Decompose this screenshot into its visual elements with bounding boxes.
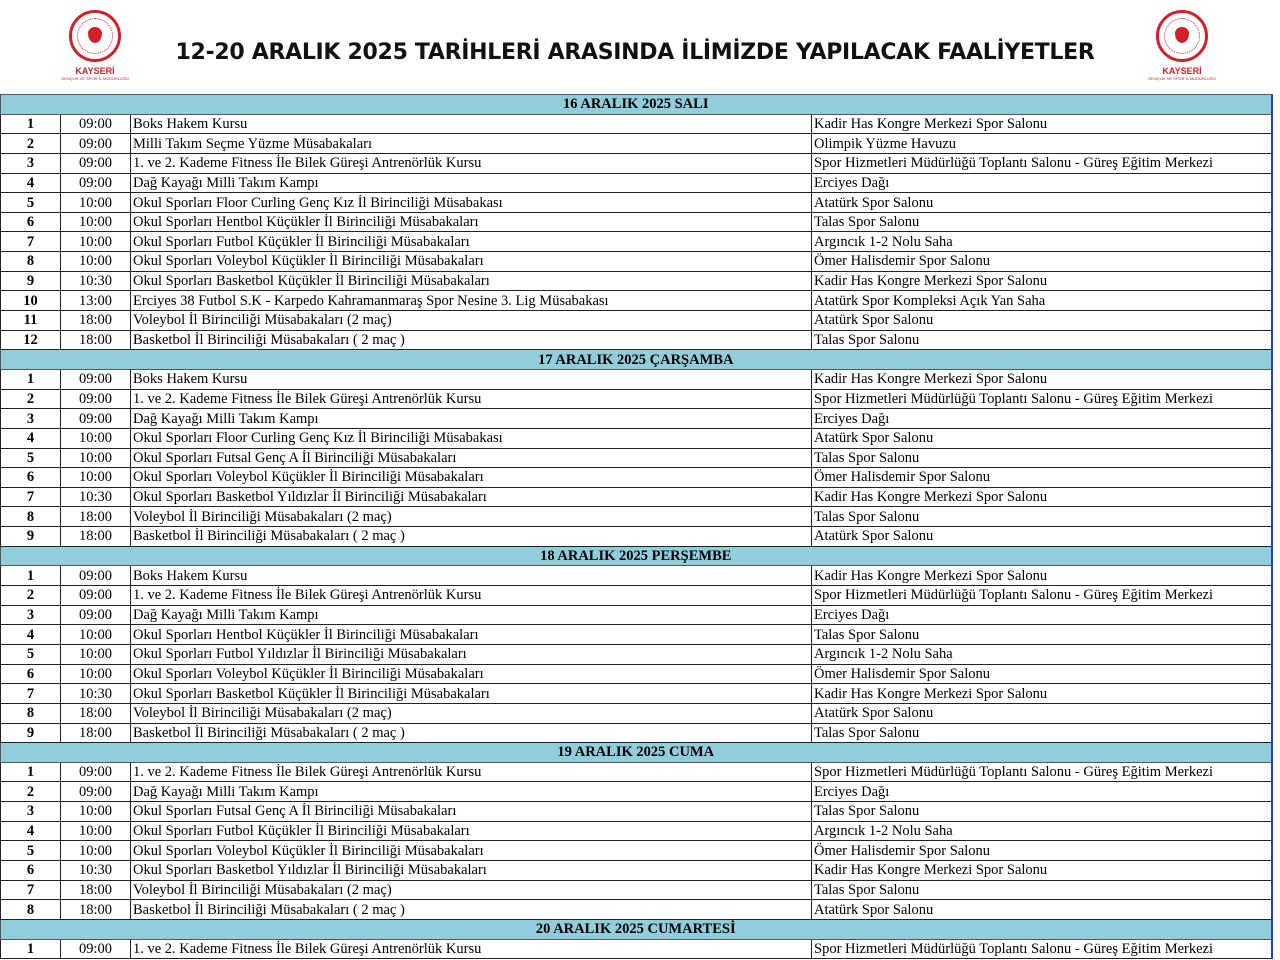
table-row [1,134,1272,154]
venue: Kadir Has Kongre Merkezi Spor Salonu [812,369,1272,389]
day-header [1,919,1272,939]
row-number: 4 [1,428,61,448]
venue: Talas Spor Salonu [812,880,1272,900]
row-number: 6 [1,212,61,232]
ministry-logo-right [1147,10,1217,81]
row-number: 12 [1,330,61,350]
row-number: 7 [1,232,61,252]
time: 10:00 [61,193,131,213]
row-number: 1 [1,114,61,134]
table-row [1,644,1272,664]
table-row [1,448,1272,468]
activity: Basketbol İl Birinciliği Müsabakaları ( 2 maç ) [131,723,812,743]
venue: Spor Hizmetleri Müdürlüğü Toplantı Salonu - Güreş Eğitim Merkezi [812,762,1272,782]
activity: Okul Sporları Voleybol Küçükler İl Birinciliği Müsabakaları [131,841,812,861]
activity: Dağ Kayağı Milli Takım Kampı [131,409,812,429]
row-number: 6 [1,860,61,880]
row-number: 2 [1,782,61,802]
table-row [1,252,1272,272]
activity: Okul Sporları Voleybol Küçükler İl Birinciliği Müsabakaları [131,664,812,684]
venue: Atatürk Spor Salonu [812,703,1272,723]
table-row [1,605,1272,625]
table-row [1,389,1272,409]
venue: Atatürk Spor Salonu [812,193,1272,213]
table-row [1,723,1272,743]
venue: Atatürk Spor Kompleksi Açık Yan Saha [812,291,1272,311]
activity: Okul Sporları Basketbol Küçükler İl Birinciliği Müsabakaları [131,271,812,291]
activity: Okul Sporları Futbol Küçükler İl Birinciliği Müsabakaları [131,821,812,841]
time: 10:30 [61,271,131,291]
row-number: 3 [1,605,61,625]
ministry-logo-left [60,10,130,81]
time: 09:00 [61,173,131,193]
time: 18:00 [61,311,131,331]
time: 09:00 [61,389,131,409]
table-row [1,939,1272,959]
venue: Ömer Halisdemir Spor Salonu [812,468,1272,488]
activity: Dağ Kayağı Milli Takım Kampı [131,173,812,193]
time: 10:00 [61,802,131,822]
row-number: 5 [1,193,61,213]
venue: Atatürk Spor Salonu [812,428,1272,448]
row-number: 7 [1,487,61,507]
table-row [1,428,1272,448]
activity: Voleybol İl Birinciliği Müsabakaları (2 maç) [131,507,812,527]
time: 13:00 [61,291,131,311]
row-number: 7 [1,880,61,900]
venue: Kadir Has Kongre Merkezi Spor Salonu [812,487,1272,507]
day-header [1,546,1272,566]
row-number: 8 [1,252,61,272]
activity: Okul Sporları Floor Curling Genç Kız İl Birinciliği Müsabakası [131,193,812,213]
table-row [1,468,1272,488]
row-number: 11 [1,311,61,331]
activity: 1. ve 2. Kademe Fitness İle Bilek Güreşi Antrenörlük Kursu [131,586,812,606]
activity: Boks Hakem Kursu [131,114,812,134]
row-number: 5 [1,644,61,664]
venue: Talas Spor Salonu [812,507,1272,527]
venue: Spor Hizmetleri Müdürlüğü Toplantı Salonu - Güreş Eğitim Merkezi [812,939,1272,959]
logo-subtitle: GENÇLİK VE SPOR İL MÜDÜRLÜĞÜ [61,76,129,81]
time: 10:00 [61,428,131,448]
table-row [1,880,1272,900]
time: 10:00 [61,664,131,684]
venue: Argıncık 1-2 Nolu Saha [812,644,1272,664]
table-row [1,664,1272,684]
activity: Okul Sporları Voleybol Küçükler İl Birinciliği Müsabakaları [131,252,812,272]
table-row [1,527,1272,547]
table-row [1,232,1272,252]
time: 09:00 [61,153,131,173]
venue: Kadir Has Kongre Merkezi Spor Salonu [812,860,1272,880]
time: 09:00 [61,566,131,586]
table-row [1,802,1272,822]
venue: Erciyes Dağı [812,409,1272,429]
table-row [1,330,1272,350]
activity: Okul Sporları Futbol Yıldızlar İl Birinciliği Müsabakaları [131,644,812,664]
row-number: 9 [1,527,61,547]
seal-icon [1156,10,1208,62]
venue: Spor Hizmetleri Müdürlüğü Toplantı Salonu - Güreş Eğitim Merkezi [812,389,1272,409]
activity: Basketbol İl Birinciliği Müsabakaları ( 2 maç ) [131,900,812,920]
row-number: 4 [1,173,61,193]
row-number: 5 [1,448,61,468]
venue: Erciyes Dağı [812,605,1272,625]
venue: Olimpik Yüzme Havuzu [812,134,1272,154]
activity: Dağ Kayağı Milli Takım Kampı [131,782,812,802]
activity: Okul Sporları Floor Curling Genç Kız İl Birinciliği Müsabakası [131,428,812,448]
time: 10:30 [61,860,131,880]
time: 10:00 [61,252,131,272]
table-row [1,193,1272,213]
activity: Boks Hakem Kursu [131,566,812,586]
table-row [1,860,1272,880]
table-row [1,625,1272,645]
venue: Kadir Has Kongre Merkezi Spor Salonu [812,114,1272,134]
time: 10:00 [61,468,131,488]
time: 10:00 [61,212,131,232]
activity: Voleybol İl Birinciliği Müsabakaları (2 maç) [131,880,812,900]
venue: Talas Spor Salonu [812,723,1272,743]
seal-icon [69,10,121,62]
venue: Erciyes Dağı [812,173,1272,193]
day-label: 17 ARALIK 2025 ÇARŞAMBA [1,350,1272,370]
row-number: 4 [1,625,61,645]
venue: Ömer Halisdemir Spor Salonu [812,664,1272,684]
venue: Spor Hizmetleri Müdürlüğü Toplantı Salonu - Güreş Eğitim Merkezi [812,153,1272,173]
row-number: 3 [1,802,61,822]
activity: Okul Sporları Hentbol Küçükler İl Birinciliği Müsabakaları [131,212,812,232]
row-number: 2 [1,586,61,606]
activity: Voleybol İl Birinciliği Müsabakaları (2 maç) [131,311,812,331]
day-header [1,95,1272,115]
venue: Talas Spor Salonu [812,448,1272,468]
time: 18:00 [61,723,131,743]
time: 09:00 [61,939,131,959]
activity: Okul Sporları Basketbol Yıldızlar İl Birinciliği Müsabakaları [131,860,812,880]
table-row [1,900,1272,920]
row-number: 1 [1,762,61,782]
time: 10:30 [61,487,131,507]
day-label: 18 ARALIK 2025 PERŞEMBE [1,546,1272,566]
venue: Ömer Halisdemir Spor Salonu [812,841,1272,861]
time: 09:00 [61,605,131,625]
venue: Talas Spor Salonu [812,625,1272,645]
activity: Okul Sporları Hentbol Küçükler İl Birinciliği Müsabakaları [131,625,812,645]
time: 18:00 [61,330,131,350]
time: 10:00 [61,821,131,841]
row-number: 1 [1,369,61,389]
logo-name: KAYSERİ [75,66,115,76]
day-label: 20 ARALIK 2025 CUMARTESİ [1,919,1272,939]
row-number: 6 [1,468,61,488]
time: 09:00 [61,134,131,154]
row-number: 2 [1,389,61,409]
venue: Atatürk Spor Salonu [812,527,1272,547]
venue: Ömer Halisdemir Spor Salonu [812,252,1272,272]
venue: Kadir Has Kongre Merkezi Spor Salonu [812,271,1272,291]
logo-subtitle: GENÇLİK VE SPOR İL MÜDÜRLÜĞÜ [1148,76,1216,81]
time: 09:00 [61,782,131,802]
venue: Talas Spor Salonu [812,330,1272,350]
activity: Voleybol İl Birinciliği Müsabakaları (2 maç) [131,703,812,723]
table-row [1,311,1272,331]
table-row [1,841,1272,861]
activity: 1. ve 2. Kademe Fitness İle Bilek Güreşi Antrenörlük Kursu [131,153,812,173]
activity: Erciyes 38 Futbol S.K - Karpedo Kahramanmaraş Spor Nesine 3. Lig Müsabakası [131,291,812,311]
activity: Milli Takım Seçme Yüzme Müsabakaları [131,134,812,154]
venue: Erciyes Dağı [812,782,1272,802]
activity: Dağ Kayağı Milli Takım Kampı [131,605,812,625]
page-title: 12-20 ARALIK 2025 TARİHLERİ ARASINDA İLİMİZDE YAPILACAK FAALİYETLER [175,40,1095,65]
row-number: 4 [1,821,61,841]
table-row [1,153,1272,173]
row-number: 7 [1,684,61,704]
row-number: 3 [1,409,61,429]
activity: Okul Sporları Basketbol Yıldızlar İl Birinciliği Müsabakaları [131,487,812,507]
time: 09:00 [61,409,131,429]
time: 10:00 [61,448,131,468]
time: 10:00 [61,232,131,252]
venue: Argıncık 1-2 Nolu Saha [812,821,1272,841]
table-row [1,369,1272,389]
time: 18:00 [61,527,131,547]
venue: Spor Hizmetleri Müdürlüğü Toplantı Salonu - Güreş Eğitim Merkezi [812,586,1272,606]
venue: Kadir Has Kongre Merkezi Spor Salonu [812,566,1272,586]
time: 09:00 [61,114,131,134]
activity: Okul Sporları Futsal Genç A İl Birinciliği Müsabakaları [131,448,812,468]
venue: Atatürk Spor Salonu [812,900,1272,920]
row-number: 1 [1,566,61,586]
time: 10:00 [61,625,131,645]
activity: 1. ve 2. Kademe Fitness İle Bilek Güreşi Antrenörlük Kursu [131,762,812,782]
time: 18:00 [61,507,131,527]
venue: Argıncık 1-2 Nolu Saha [812,232,1272,252]
day-label: 19 ARALIK 2025 CUMA [1,743,1272,763]
time: 18:00 [61,703,131,723]
row-number: 2 [1,134,61,154]
venue: Atatürk Spor Salonu [812,311,1272,331]
row-number: 8 [1,507,61,527]
table-row [1,586,1272,606]
table-row [1,821,1272,841]
activity: 1. ve 2. Kademe Fitness İle Bilek Güreşi Antrenörlük Kursu [131,939,812,959]
time: 18:00 [61,900,131,920]
row-number: 10 [1,291,61,311]
activity: Basketbol İl Birinciliği Müsabakaları ( 2 maç ) [131,527,812,547]
activity: 1. ve 2. Kademe Fitness İle Bilek Güreşi Antrenörlük Kursu [131,389,812,409]
time: 09:00 [61,762,131,782]
table-row [1,684,1272,704]
table-row [1,566,1272,586]
activity: Boks Hakem Kursu [131,369,812,389]
table-row [1,212,1272,232]
time: 09:00 [61,369,131,389]
row-number: 8 [1,900,61,920]
row-number: 3 [1,153,61,173]
table-row [1,507,1272,527]
table-row [1,173,1272,193]
table-row [1,114,1272,134]
day-header [1,350,1272,370]
table-row [1,409,1272,429]
time: 10:00 [61,644,131,664]
table-row [1,703,1272,723]
day-label: 16 ARALIK 2025 SALI [1,95,1272,115]
table-row [1,271,1272,291]
time: 10:30 [61,684,131,704]
row-number: 9 [1,723,61,743]
time: 18:00 [61,880,131,900]
schedule-table [0,94,1273,959]
activity: Basketbol İl Birinciliği Müsabakaları ( 2 maç ) [131,330,812,350]
row-number: 6 [1,664,61,684]
row-number: 1 [1,939,61,959]
time: 09:00 [61,586,131,606]
activity: Okul Sporları Futsal Genç A İl Birinciliği Müsabakaları [131,802,812,822]
row-number: 9 [1,271,61,291]
row-number: 8 [1,703,61,723]
table-row [1,487,1272,507]
day-header [1,743,1272,763]
time: 10:00 [61,841,131,861]
venue: Kadir Has Kongre Merkezi Spor Salonu [812,684,1272,704]
activity: Okul Sporları Basketbol Küçükler İl Birinciliği Müsabakaları [131,684,812,704]
row-number: 5 [1,841,61,861]
activity: Okul Sporları Voleybol Küçükler İl Birinciliği Müsabakaları [131,468,812,488]
table-row [1,762,1272,782]
venue: Talas Spor Salonu [812,212,1272,232]
table-row [1,782,1272,802]
activity: Okul Sporları Futbol Küçükler İl Birinciliği Müsabakaları [131,232,812,252]
table-row [1,291,1272,311]
venue: Talas Spor Salonu [812,802,1272,822]
logo-name: KAYSERİ [1162,66,1202,76]
